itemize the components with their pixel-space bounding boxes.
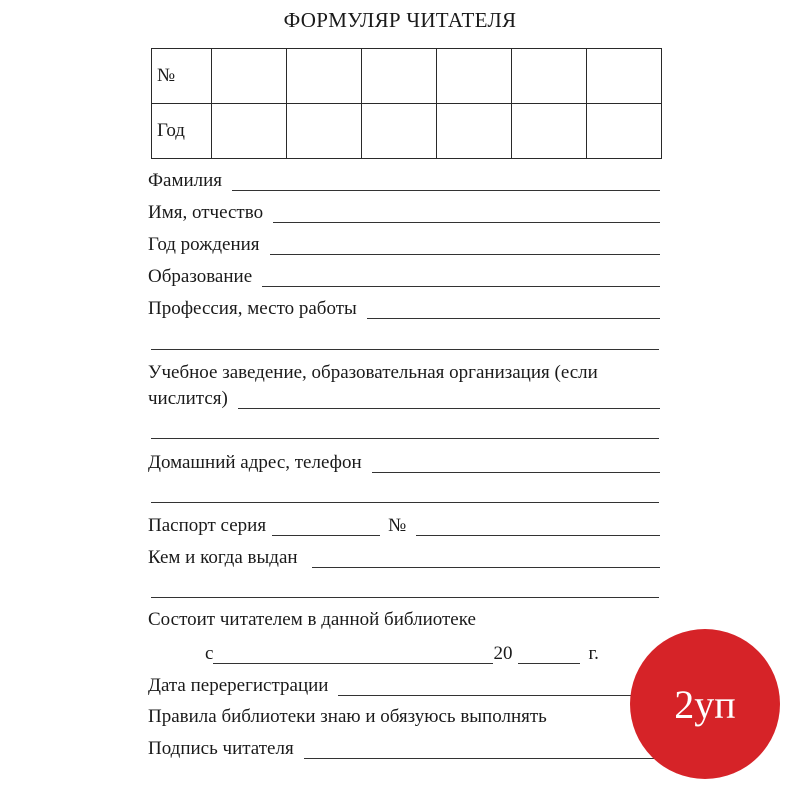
school-label-line1: Учебное заведение, образовательная организация (если — [148, 362, 598, 383]
passport-number-field[interactable] — [416, 535, 660, 536]
school-label-line2: числится) — [148, 388, 228, 409]
name-patronymic-field[interactable] — [273, 222, 660, 223]
name-patronymic-label: Имя, отчество — [148, 202, 264, 223]
issued-row — [148, 545, 660, 569]
address-field-line2[interactable] — [151, 502, 659, 503]
table-label-year: Год — [152, 104, 212, 159]
form-title: ФОРМУЛЯР ЧИТАТЕЛЯ — [283, 8, 517, 32]
education-label: Образование — [148, 266, 253, 287]
profession-field-line2[interactable] — [151, 349, 659, 350]
table-cell[interactable] — [587, 104, 662, 159]
address-label: Домашний адрес, телефон — [148, 452, 362, 473]
school-field-line2[interactable] — [151, 438, 659, 439]
table-cell[interactable] — [362, 104, 437, 159]
table-label-number: № — [152, 49, 212, 104]
membership-label: Состоит читателем в данной библиотеке — [148, 609, 476, 630]
education-row — [148, 264, 660, 288]
education-field[interactable] — [262, 286, 660, 287]
quantity-badge — [630, 629, 780, 779]
table-cell[interactable] — [362, 49, 437, 104]
issued-label: Кем и когда выдан — [148, 547, 298, 568]
membership-date-row — [205, 641, 625, 665]
profession-row — [148, 296, 660, 320]
passport-row — [148, 513, 660, 537]
profession-label: Профессия, место работы — [148, 298, 357, 319]
surname-label: Фамилия — [148, 170, 223, 191]
since-label: с — [205, 643, 214, 664]
surname-row — [148, 168, 660, 192]
passport-series-field[interactable] — [272, 535, 380, 536]
name-patronymic-row — [148, 200, 660, 224]
reader-number-year-table — [151, 48, 662, 159]
table-cell[interactable] — [212, 49, 287, 104]
passport-number-label: № — [388, 515, 407, 536]
surname-field[interactable] — [232, 190, 660, 191]
signature-field[interactable] — [304, 758, 660, 759]
quantity-badge-text: 2уп — [674, 681, 736, 727]
signature-label: Подпись читателя — [148, 738, 294, 759]
issued-field-line2[interactable] — [151, 597, 659, 598]
table-cell[interactable] — [512, 104, 587, 159]
address-row — [148, 450, 660, 474]
birth-year-row — [148, 232, 660, 256]
membership-year-field[interactable] — [518, 663, 580, 664]
table-cell[interactable] — [587, 49, 662, 104]
table-cell[interactable] — [287, 49, 362, 104]
school-row — [148, 386, 660, 410]
reregistration-row — [148, 673, 660, 697]
signature-row — [148, 736, 660, 760]
year-prefix: 20 — [493, 643, 513, 664]
rules-statement: Правила библиотеки знаю и обязуюсь выполнять — [148, 706, 547, 727]
table-row-year — [152, 104, 662, 159]
birth-year-label: Год рождения — [148, 234, 260, 255]
table-cell[interactable] — [437, 49, 512, 104]
table-cell[interactable] — [287, 104, 362, 159]
table-cell[interactable] — [212, 104, 287, 159]
table-row-number — [152, 49, 662, 104]
reregistration-field[interactable] — [338, 695, 660, 696]
table-cell[interactable] — [512, 49, 587, 104]
reregistration-label: Дата перерегистрации — [148, 675, 329, 696]
passport-label: Паспорт серия — [148, 515, 267, 536]
address-field[interactable] — [372, 472, 660, 473]
birth-year-field[interactable] — [270, 254, 660, 255]
issued-field[interactable] — [312, 567, 660, 568]
school-field[interactable] — [238, 408, 660, 409]
profession-field[interactable] — [367, 318, 660, 319]
table-cell[interactable] — [437, 104, 512, 159]
membership-date-field[interactable] — [213, 663, 493, 664]
year-suffix: г. — [588, 643, 599, 664]
